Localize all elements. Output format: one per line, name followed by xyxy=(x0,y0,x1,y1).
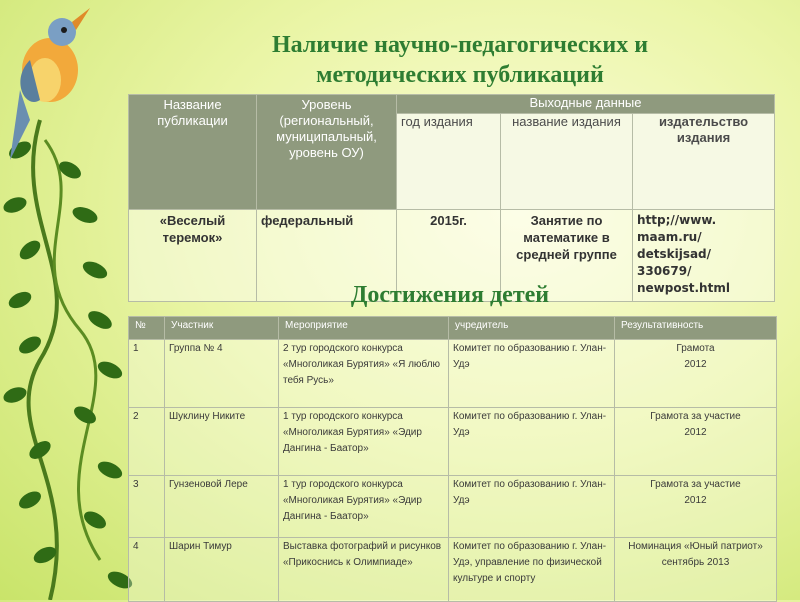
cell-result xyxy=(615,340,777,408)
cell-result xyxy=(615,408,777,476)
header-publisher: издательство издания xyxy=(633,114,775,210)
header-event: Мероприятие xyxy=(279,317,449,340)
pub-edition: Занятие по математике в средней группе xyxy=(501,210,633,302)
header-level: Уровень (региональный, муниципальный, уровень ОУ) xyxy=(257,95,397,210)
publications-table xyxy=(128,94,775,302)
result-date: 2012 xyxy=(684,427,707,438)
achievements-body xyxy=(129,340,777,602)
bird-icon xyxy=(10,8,90,160)
cell-founder: Комитет по образованию г. Улан-Удэ xyxy=(449,340,615,408)
cell-participant: Шуклину Никите xyxy=(165,408,279,476)
cell-participant: Гунзеновой Лере xyxy=(165,476,279,538)
pub-year: 2015г. xyxy=(397,210,501,302)
achievements-table xyxy=(128,316,777,602)
result-text: Грамота xyxy=(676,343,715,354)
result-text: Номинация «Юный патриот» xyxy=(628,541,763,552)
cell-num: 2 xyxy=(129,408,165,476)
pub-name: «Веселый теремок» xyxy=(129,210,257,302)
cell-num: 1 xyxy=(129,340,165,408)
section-title: Достижения детей xyxy=(350,282,550,308)
result-text: Грамота за участие xyxy=(650,411,741,422)
header-num: № xyxy=(129,317,165,340)
cell-result xyxy=(615,476,777,538)
table-row xyxy=(129,340,777,408)
table-row xyxy=(129,538,777,602)
pub-publisher-link[interactable]: http;//www. maam.ru/ detskijsad/ 330679/ newpost.html xyxy=(633,210,775,302)
cell-num: 4 xyxy=(129,538,165,602)
result-date: 2012 xyxy=(684,359,707,370)
cell-participant: Шарин Тимур xyxy=(165,538,279,602)
result-date: сентябрь 2013 xyxy=(661,557,730,568)
header-founder: учредитель xyxy=(449,317,615,340)
header-result: Результативность xyxy=(615,317,777,340)
pub-level: федеральный xyxy=(257,210,397,302)
result-date: 2012 xyxy=(684,495,707,506)
header-name: Название публикации xyxy=(129,95,257,210)
cell-event: 1 тур городского конкурса «Многоликая Бурятия» «Эдир Дангина - Баатор» xyxy=(279,476,449,538)
table-row xyxy=(129,408,777,476)
header-year: год издания xyxy=(397,114,501,210)
header-output: Выходные данные xyxy=(397,95,775,114)
header-participant: Участник xyxy=(165,317,279,340)
cell-founder: Комитет по образованию г. Улан-Удэ, управление по физической культуре и спорту xyxy=(449,538,615,602)
title-line-2: методических публикаций xyxy=(316,62,604,88)
cell-event: 1 тур городского конкурса «Многоликая Бурятия» «Эдир Дангина - Баатор» xyxy=(279,408,449,476)
cell-event: Выставка фотографий и рисунков «Прикоснись к Олимпиаде» xyxy=(279,538,449,602)
cell-founder: Комитет по образованию г. Улан-Удэ xyxy=(449,476,615,538)
result-text: Грамота за участие xyxy=(650,479,741,490)
cell-num: 3 xyxy=(129,476,165,538)
cell-event: 2 тур городского конкурса «Многоликая Бурятия» «Я люблю тебя Русь» xyxy=(279,340,449,408)
cell-result xyxy=(615,538,777,602)
cell-participant: Группа № 4 xyxy=(165,340,279,408)
header-edition: название издания xyxy=(501,114,633,210)
table-row xyxy=(129,476,777,538)
cell-founder: Комитет по образованию г. Улан-Удэ xyxy=(449,408,615,476)
page-title xyxy=(190,30,730,90)
title-line-1: Наличие научно-педагогических и xyxy=(271,32,649,58)
